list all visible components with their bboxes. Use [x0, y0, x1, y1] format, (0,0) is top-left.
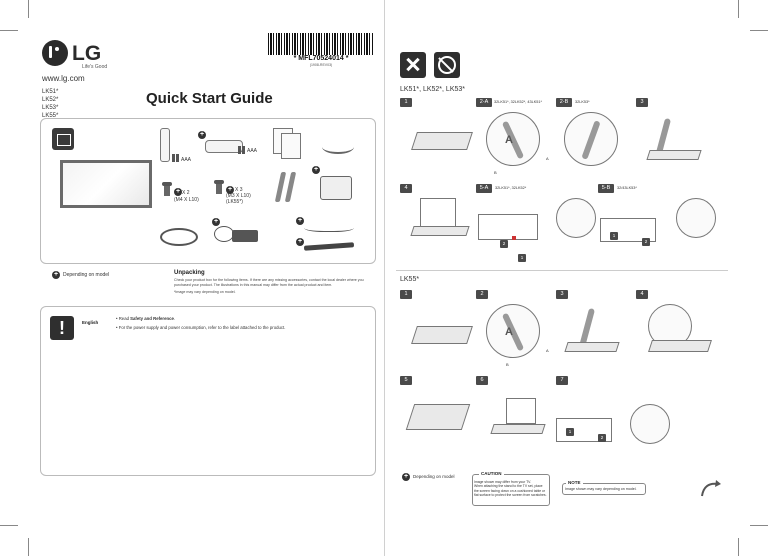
step-number: 1 [566, 428, 574, 436]
battery-icon [172, 154, 175, 162]
step-badge: 5-A [476, 184, 492, 193]
step-badge: 6 [476, 376, 488, 385]
step-badge: 5 [400, 376, 412, 385]
step-badge: 5-B [598, 184, 614, 193]
caution-heading: CAUTION [481, 471, 502, 476]
crop-mark [28, 538, 29, 556]
step-badge: 4 [636, 290, 648, 299]
step-caption: 32LK53* [575, 100, 590, 104]
plus-icon: + [175, 188, 181, 195]
brand-tagline: Life's Good [82, 64, 108, 70]
letter-label: A [546, 348, 549, 353]
model-item: LK53* [42, 105, 59, 111]
page-turn-arrow-icon [698, 476, 724, 502]
crop-mark [0, 30, 18, 31]
letter-label: B [494, 170, 497, 175]
battery-icon [176, 154, 179, 162]
plus-icon: + [53, 271, 59, 278]
screw-size: (M3 X L10) [226, 193, 251, 199]
plus-icon: + [213, 218, 219, 225]
detail-circle [556, 198, 596, 238]
safety-line-2: • For the power supply and power consumption, refer to the label attached to the product. [116, 325, 286, 330]
battery-label: AAA [247, 148, 258, 154]
tv-upright-illustration [420, 198, 456, 228]
step-badge: 4 [400, 184, 412, 193]
tv-stand-illustration [406, 404, 470, 430]
step-number: 2 [642, 238, 650, 246]
tv-facedown-illustration [411, 326, 473, 344]
crop-mark [738, 0, 739, 18]
step-badge: 2-A [476, 98, 492, 107]
screw-icon [164, 184, 170, 196]
step-caption: 32LK51*, 32LK52*, 43LK51* [494, 100, 542, 104]
page-title: Quick Start Guide [146, 90, 273, 107]
section-title: LK51*, LK52*, LK53* [400, 86, 465, 93]
tv-base-illustration [564, 342, 619, 352]
stand-base-illustration [320, 176, 352, 200]
letter-label: A [546, 156, 549, 161]
no-tools-icon [434, 52, 460, 78]
screw-count: X 2 [182, 190, 190, 196]
screw-size: (M4 X L10) [174, 197, 199, 203]
tv-facedown-illustration [411, 132, 473, 150]
letter-label: A [505, 326, 513, 338]
section-divider [396, 270, 728, 271]
step-number: 1 [518, 254, 526, 262]
crop-mark [28, 0, 29, 18]
tv-illustration [60, 160, 152, 208]
tv-base-illustration [490, 424, 545, 434]
cable-illustration [322, 140, 354, 154]
warning-icon: ! [50, 316, 74, 340]
section-title: LK55* [400, 276, 420, 283]
barcode [268, 33, 374, 55]
tools-icon [400, 52, 426, 78]
plus-icon: + [199, 131, 205, 138]
model-item: LK51* [42, 89, 59, 95]
step-badge: 2 [476, 290, 488, 299]
safety-text [116, 314, 285, 332]
fold-line [384, 0, 385, 556]
tv-back-illustration [478, 214, 538, 240]
unpacking-heading: Unpacking [174, 270, 205, 276]
unpacking-body: Check your product box for the following items. If there are any missing accessories, contact the local dealer where you purchased your product. The illustrations in this manual may differ from the actual product and item. [174, 278, 364, 287]
step-badge: 7 [556, 376, 568, 385]
power-cable-illustration [160, 228, 198, 246]
stand-legs-illustration [276, 172, 296, 204]
ac-adapter-illustration [232, 230, 258, 242]
model-item: LK52* [42, 97, 59, 103]
brand-name: LG [72, 42, 102, 65]
note-heading: NOTE [568, 480, 581, 485]
depending-label: Depending on model [413, 474, 455, 479]
step-number: 1 [610, 232, 618, 240]
website: www.lg.com [42, 74, 85, 83]
stand-leg [285, 172, 296, 202]
plus-icon: + [227, 186, 233, 193]
crop-mark [750, 525, 768, 526]
barcode-number: * MFL70524014 * [293, 55, 349, 62]
manuals-illustration [273, 128, 303, 162]
step-caption: 32LK51*, 32LK52* [495, 186, 527, 190]
unpacking-note: *Image may vary depending on model. [174, 290, 236, 294]
lg-logo [42, 40, 112, 70]
manual-sheet [281, 133, 301, 159]
step-badge: 1 [400, 98, 412, 107]
tv-base-illustration [410, 226, 469, 236]
step-caption: 32/43LK53* [617, 186, 637, 190]
caution-line-1: Image shown may differ from your TV. [474, 480, 532, 484]
safety-line-1: • Read Safety and Reference. [116, 316, 176, 321]
detail-circle [676, 198, 716, 238]
plus-icon: + [297, 238, 303, 245]
screw-icon [216, 182, 222, 194]
letter-label: B [506, 362, 509, 367]
caution-line-2: When attaching the stand to the TV set, place the screen facing down on a cushioned table or flat surface to protect the screen from scratches. [474, 484, 547, 498]
battery-icon [242, 146, 245, 154]
screw-models: (LK55*) [226, 199, 243, 205]
step-number: 2 [500, 240, 508, 248]
plus-icon: + [403, 473, 409, 480]
plus-icon: + [313, 166, 319, 173]
step-badge: 3 [556, 290, 568, 299]
language-label: English [82, 320, 99, 325]
unpacking-text [174, 278, 374, 295]
stand-leg [275, 172, 286, 202]
step-badge: 3 [636, 98, 648, 107]
remote-illustration [160, 128, 170, 162]
red-marker [512, 236, 516, 240]
crop-mark [738, 538, 739, 556]
crop-mark [0, 525, 18, 526]
battery-label: AAA [181, 157, 192, 163]
tv-base-illustration [648, 340, 712, 352]
tv-base-illustration [646, 150, 701, 160]
caution-text [474, 480, 548, 498]
cable-illustration [304, 222, 354, 232]
letter-label: A [505, 134, 513, 146]
plus-icon: + [297, 217, 303, 224]
note-text: Image shown may vary depending on model. [565, 487, 637, 491]
crop-mark [750, 30, 768, 31]
step-badge: 2-B [556, 98, 572, 107]
model-list [42, 88, 58, 120]
barcode-revision: (1908-REV03) [309, 63, 333, 67]
battery-icon [238, 146, 241, 154]
tv-upright-illustration [506, 398, 536, 424]
model-item: LK55* [42, 113, 59, 119]
screw-count: X 3 [235, 187, 243, 193]
adapter-cord [214, 226, 234, 242]
package-icon [52, 128, 74, 150]
step-number: 2 [598, 434, 606, 442]
step-badge: 1 [400, 290, 412, 299]
depending-on-model-note [52, 271, 109, 279]
depending-label: Depending on model [63, 272, 110, 278]
detail-circle [630, 404, 670, 444]
lg-face-icon [42, 40, 68, 66]
